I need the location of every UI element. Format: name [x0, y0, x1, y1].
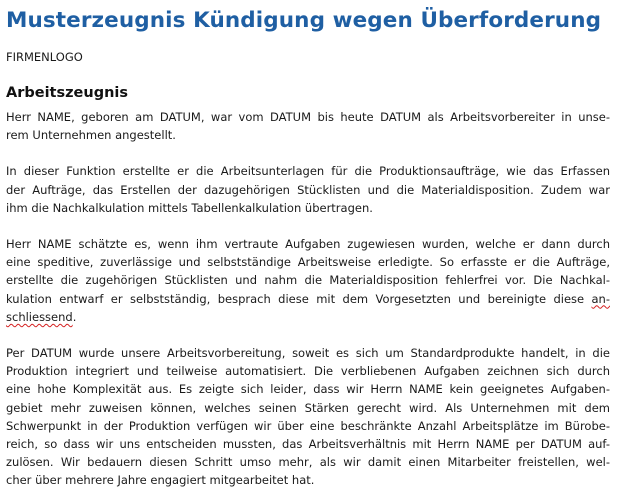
paragraph-line: ihm die Nachkalkulation mittels Tabellenkalkulation übertragen. [6, 200, 373, 215]
paragraph-line: eine speditive, zuverlässige und selbstständige Arbeitsweise erledigte. So erfasste er die Aufträge, [6, 255, 610, 270]
section-heading: Arbeitszeugnis [6, 85, 129, 101]
paragraph-line: gebiet mehr zuweisen können, welches seinen Stärken gerecht wird. Als Unternehmen mit dem [6, 400, 610, 415]
paragraph-line: eine hohe Komplexität aus. Es zeigte sich leider, dass wir Herrn NAME kein geeignetes Aufgaben- [6, 382, 610, 397]
paragraph-line: kulation entwarf er selbstständig, besprach diese mit dem Vorgesetzten und bereinigte diese an- [6, 291, 610, 306]
paragraph-line: Herr NAME, geboren am DATUM, war vom DATUM bis heute DATUM als Arbeitsvorbereiter in unse- [6, 110, 610, 124]
paragraph-line: cher über mehrere Jahre engagiert mitgearbeitet hat. [6, 473, 315, 488]
document-body [6, 108, 610, 490]
paragraph-line: Herr NAME schätzte es, wenn ihm vertraute Aufgaben zugewiesen wurden, welche er dann durch [6, 237, 610, 252]
company-logo-placeholder: FIRMENLOGO [6, 50, 83, 64]
paragraph-line: Produktion integriert und teilweise automatisiert. Die verbliebenen Aufgaben zeichnen sich durch [6, 364, 610, 379]
body-paragraph [6, 162, 610, 217]
paragraph-line: rem Unternehmen angestellt. [6, 128, 176, 143]
spellcheck-marked-word: schliessend [6, 309, 73, 324]
body-paragraph [6, 108, 610, 144]
paragraph-line: zulösen. Wir bedauern diesen Schritt umso mehr, als wir damit einen Mitarbeiter freistellen, wel- [6, 455, 610, 470]
paragraph-line: Per DATUM wurde unsere Arbeitsvorbereitung, soweit es sich um Standardprodukte handelt, in die [6, 346, 610, 361]
document-title: Musterzeugnis Kündigung wegen Überforderung [6, 8, 602, 33]
paragraph-line: In dieser Funktion erstellte er die Arbeitsunterlagen für die Produktionsaufträge, wie das Erfassen [6, 164, 610, 179]
paragraph-line: schliessend. [6, 309, 77, 324]
document-page [6, 0, 610, 490]
body-paragraph [6, 344, 610, 490]
paragraph-line: der Aufträge, das Erstellen der dazugehörigen Stücklisten und die Materialdisposition. Zudem war [6, 182, 610, 197]
paragraph-line: Schwerpunkt in der Produktion verfügen wir über eine beschränkte Anzahl Arbeitsplätze im Bürobe- [6, 418, 610, 433]
paragraph-line: erstellte die zugehörigen Stücklisten und nahm die Materialdisposition fehlerfrei vor. Die Nachkal- [6, 273, 610, 288]
spellcheck-marked-word: an- [591, 291, 610, 306]
paragraph-line: reich, so dass wir uns entscheiden mussten, das Arbeitsverhältnis mit Herrn NAME per DATUM auf- [6, 437, 610, 452]
body-paragraph [6, 235, 610, 326]
